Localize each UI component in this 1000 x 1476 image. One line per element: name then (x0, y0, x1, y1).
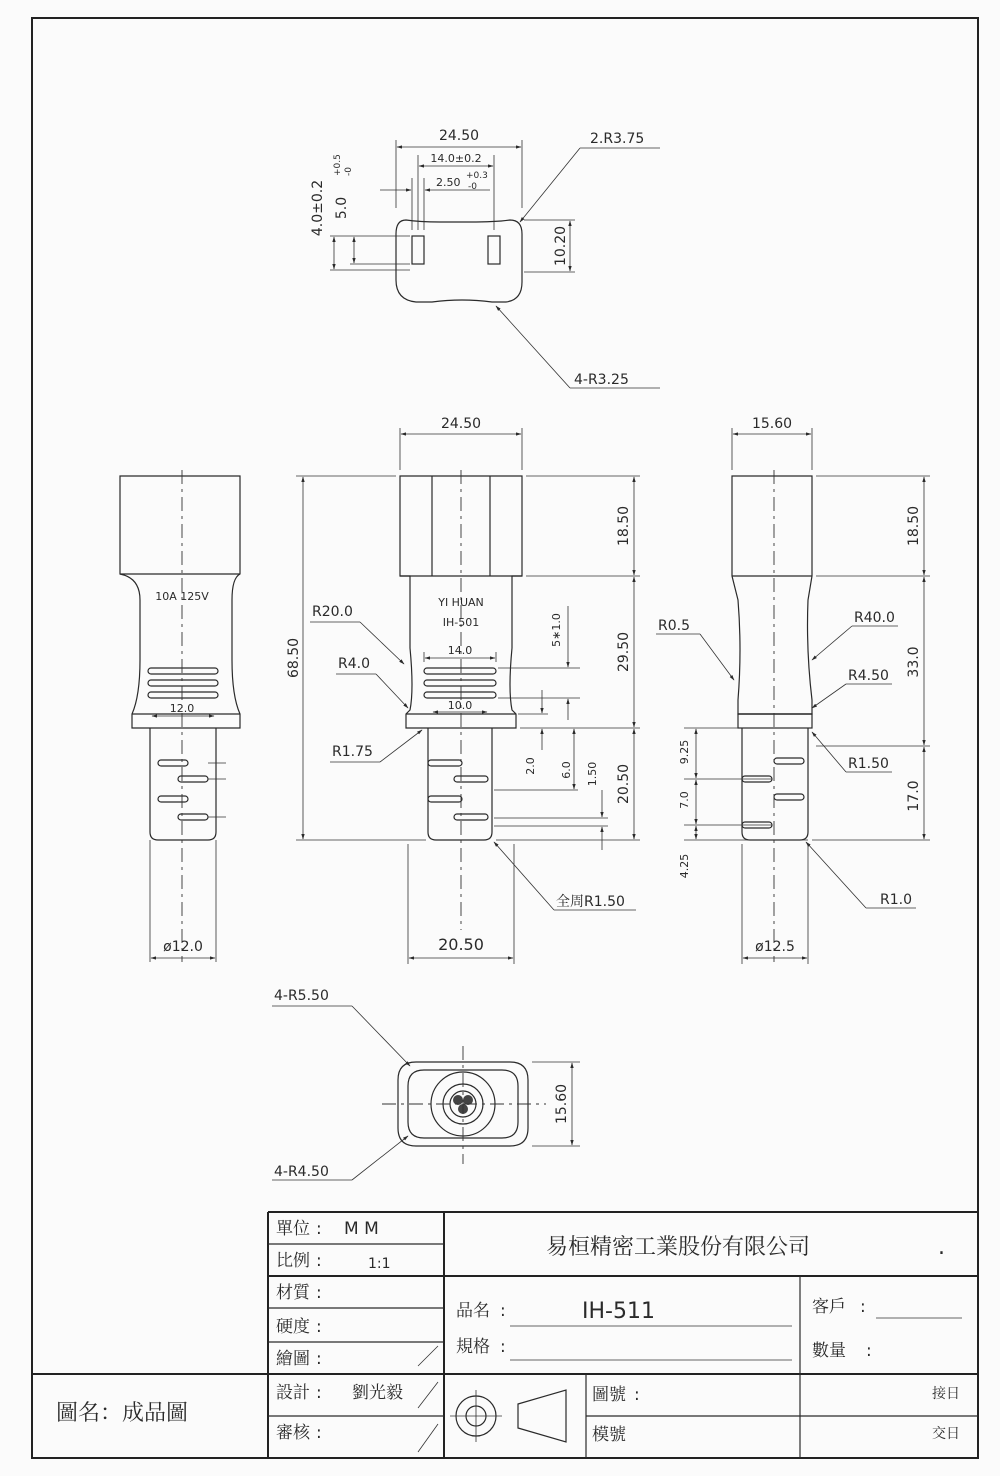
product-value: IH-511 (582, 1299, 655, 1324)
front-r175-label: R1.75 (332, 744, 373, 760)
front-dim-a-label: 2.0 (524, 757, 537, 775)
pin-right (488, 236, 500, 264)
front-tail-outline (428, 728, 492, 840)
deliver-date-label: 交日 (932, 1426, 960, 1442)
front-width-label: 24.50 (440, 416, 482, 432)
end-outer-radius-label: 4-R5.50 (274, 988, 329, 1004)
quantity-label: 數量 (812, 1341, 846, 1361)
side-body-outline (732, 476, 812, 714)
title-block (32, 1212, 978, 1458)
side-425-label: 4.25 (678, 853, 691, 879)
top-pin-length-tol-upper: +0.5 (333, 154, 343, 176)
designer-name: 劉光毅 (352, 1383, 403, 1403)
material-colon: : (316, 1283, 322, 1303)
drawing-no-colon: : (634, 1385, 640, 1405)
side-r10-label: R1.0 (880, 892, 912, 908)
left-tail-outline (150, 728, 216, 840)
spec-colon: : (500, 1337, 506, 1357)
top-pin-width-label: 2.50 (436, 176, 461, 189)
top-pin-width-tol-lower: -0 (468, 182, 477, 192)
front-view (286, 416, 640, 964)
drawing-name: 圖名：成品圖 (56, 1401, 189, 1426)
top-pin-spacing-label: 14.0±0.2 (430, 152, 482, 165)
company-dot: . (938, 1235, 945, 1260)
end-inner-radius-label: 4-R4.50 (274, 1164, 329, 1180)
front-dim-c-label: 1.50 (586, 761, 599, 787)
spec-label: 規格 (456, 1337, 490, 1357)
top-pin-length-label: 5.0 (334, 196, 350, 220)
side-head-label: 18.50 (906, 505, 922, 547)
front-head-label: 18.50 (616, 505, 632, 547)
customer-colon: : (860, 1297, 866, 1317)
top-corner-radius-label: 4-R3.25 (574, 372, 629, 388)
scale-colon: : (316, 1251, 322, 1271)
front-bottom-width-label: 20.50 (438, 935, 484, 954)
top-height-label: 10.20 (553, 225, 569, 267)
top-radius-label: 2.R3.75 (590, 131, 645, 147)
quantity-colon: : (866, 1341, 872, 1361)
top-pin-width-tol-upper: +0.3 (466, 171, 488, 181)
end-height-label: 15.60 (554, 1083, 570, 1125)
drawn-label: 繪圖 (276, 1349, 310, 1369)
top-width-label: 24.50 (438, 128, 480, 144)
unit-colon: : (316, 1219, 322, 1239)
mold-no-label: 模號 (592, 1425, 626, 1445)
end-view (272, 988, 580, 1180)
review-colon: : (316, 1423, 322, 1443)
front-model-label: IH-501 (442, 616, 480, 629)
projection-symbol (450, 1390, 566, 1442)
side-body-label: 33.0 (906, 646, 922, 678)
design-colon: : (316, 1383, 322, 1403)
front-collar-width-label: 10.0 (447, 699, 473, 712)
drawn-colon: : (316, 1349, 322, 1369)
hardness-colon: : (316, 1317, 322, 1337)
side-r40-label: R40.0 (854, 610, 895, 626)
front-grip-width-label: 14.0 (447, 644, 473, 657)
unit-value: M M (344, 1219, 379, 1239)
product-label: 品名 (456, 1301, 490, 1321)
left-cord-diameter-label: ø12.0 (163, 939, 203, 955)
front-total-length-label: 68.50 (286, 637, 302, 679)
side-width-label: 15.60 (751, 416, 793, 432)
front-r4-label: R4.0 (338, 656, 370, 672)
front-dim-b-label: 6.0 (560, 761, 573, 779)
design-label: 設計 (276, 1383, 310, 1403)
side-925-label: 9.25 (678, 739, 691, 765)
side-r15-label: R1.50 (848, 756, 889, 772)
product-colon: : (500, 1301, 506, 1321)
front-all-round-label: 全周R1.50 (556, 894, 625, 910)
company-name: 易桓精密工業股份有限公司 (546, 1235, 811, 1260)
front-body-label: 29.50 (616, 631, 632, 673)
front-r20-label: R20.0 (312, 604, 353, 620)
plug-face-outline (396, 220, 522, 302)
sheet-border (32, 18, 978, 1458)
front-tail-label: 20.50 (616, 763, 632, 805)
side-70-label: 7.0 (678, 791, 691, 809)
review-label: 審核 (276, 1423, 310, 1443)
side-tail-label: 17.0 (906, 780, 922, 812)
front-brand-label: YI HUAN (438, 596, 484, 609)
top-pin-offset-label: 4.0±0.2 (310, 179, 326, 237)
drawing-no-label: 圖號 (592, 1385, 626, 1405)
pin-left (412, 236, 424, 264)
side-r45-label: R4.50 (848, 668, 889, 684)
side-r05-label: R0.5 (658, 618, 690, 634)
unit-label: 單位 (276, 1219, 310, 1239)
customer-label: 客戶 (812, 1297, 846, 1317)
front-groove-label: 5∗1.0 (550, 613, 563, 647)
side-tail-outline (742, 728, 808, 840)
material-label: 材質 (276, 1283, 310, 1303)
left-rating-label: 10A 125V (155, 590, 209, 603)
receive-date-label: 接日 (932, 1386, 960, 1402)
scale-label: 比例 (276, 1251, 310, 1271)
side-cord-diameter-label: ø12.5 (755, 939, 795, 955)
hardness-label: 硬度 (276, 1317, 310, 1337)
top-pin-length-tol-lower: -0 (344, 167, 354, 176)
scale-value: 1:1 (368, 1256, 391, 1272)
side-view (656, 416, 930, 964)
left-neck-label: 12.0 (169, 702, 195, 715)
top-view (310, 128, 660, 388)
left-view (120, 470, 240, 962)
